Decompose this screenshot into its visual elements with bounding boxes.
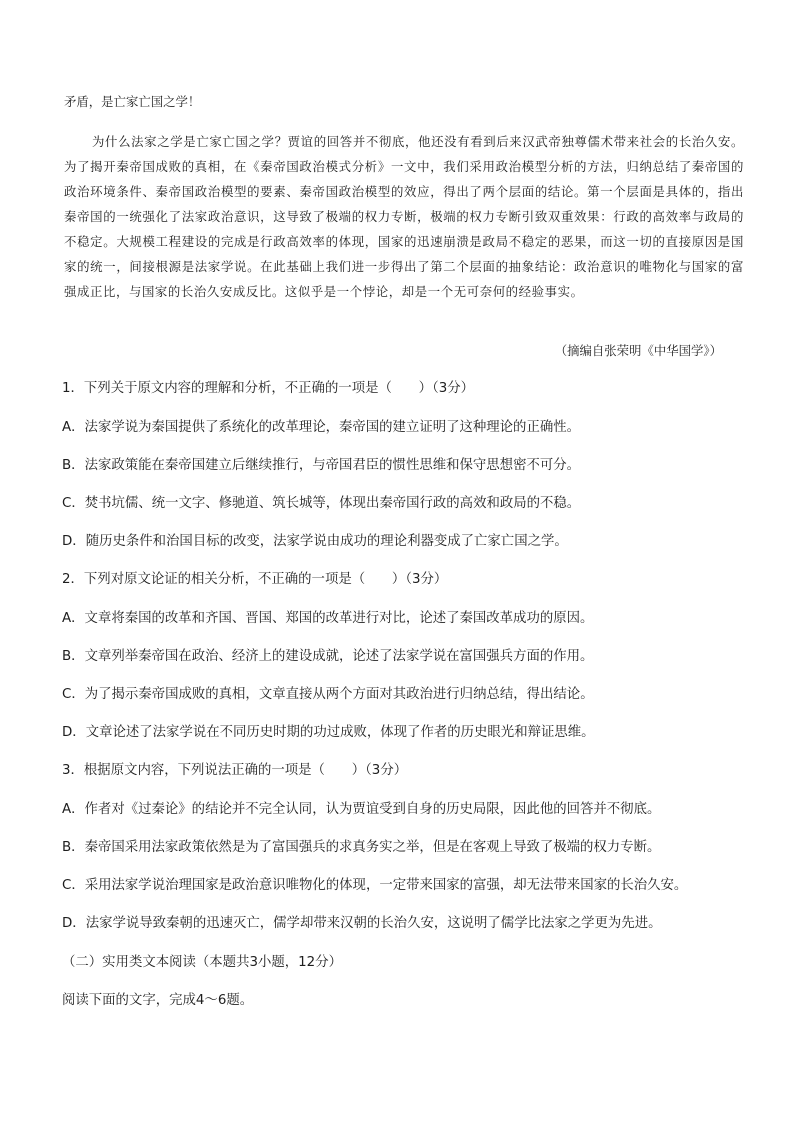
question-2-stem: 2．下列对原文论证的相关分析，不正确的一项是（ ）（3分） (62, 572, 448, 587)
question-3-option-d: D．法家学说导致秦朝的迅速灭亡，儒学却带来汉朝的长治久安，这说明了儒学比法家之学更为先进。 (62, 916, 662, 931)
passage-source: （摘编自张荣明《中华国学》） (554, 343, 722, 358)
question-1-option-b: B．法家政策能在秦帝国建立后继续推行，与帝国君臣的惯性思维和保守思想密不可分。 (62, 458, 581, 473)
question-1-option-d: D．随历史条件和治国目标的改变，法家学说由成功的理论利器变成了亡家亡国之学。 (62, 534, 568, 549)
question-2-option-a: A．文章将秦国的改革和齐国、晋国、郑国的改革进行对比，论述了秦国改革成功的原因。 (62, 611, 594, 626)
question-3-option-c: C．采用法家学说治理国家是政治意识唯物化的体现，一定带来国家的富强，却无法带来国家的长治久安。 (62, 878, 688, 893)
question-1-option-c: C．焚书坑儒、统一文字、修驰道、筑长城等，体现出秦帝国行政的高效和政局的不稳。 (62, 496, 581, 511)
question-2-option-c: C．为了揭示秦帝国成败的真相，文章直接从两个方面对其政治进行归纳总结，得出结论。 (62, 687, 594, 702)
section-instruction: 阅读下面的文字，完成4～6题。 (62, 993, 254, 1008)
question-3-option-b: B．秦帝国采用法家政策依然是为了富国强兵的求真务实之举，但是在客观上导致了极端的权力专断。 (62, 840, 661, 855)
question-2-option-b: B．文章列举秦帝国在政治、经济上的建设成就，论述了法家学说在富国强兵方面的作用。 (62, 649, 594, 664)
section-heading: （二）实用类文本阅读（本题共3小题，12分） (62, 955, 342, 970)
question-1-option-a: A．法家学说为秦国提供了系统化的改革理论，秦帝国的建立证明了这种理论的正确性。 (62, 420, 581, 435)
passage-paragraph: 为什么法家之学是亡家亡国之学？贾谊的回答并不彻底，他还没有看到后来汉武帝独尊儒术带来社会的长治久安。为了揭开秦帝国成败的真相，在《秦帝国政治模式分析》一文中，我们采用政治模型分析的方法，归纳总结了秦帝国的政治环境条件、秦帝国政治模型的要素、秦帝国政治模型的效应，得出了两个层面的结论。第一个层面是具体的，指出秦帝国的一统强化了法家政治意识，这导致了极端的权力专断，极端的权力专断引致双重效果：行政的高效率与政局的不稳定。大规模工程建设的完成是行政高效率的体现，国家的迅速崩溃是政局不稳定的恶果，而这一切的直接原因是国家的统一，间接根源是法家学说。在此基础上我们进一步得出了第二个层面的抽象结论：政治意识的唯物化与国家的富强成正比，与国家的长治久安成反比。这似乎是一个悖论，却是一个无可奈何的经验事实。 (64, 134, 744, 299)
passage-first-line: 矛盾，是亡家亡国之学！ (64, 94, 201, 109)
question-3-stem: 3．根据原文内容，下列说法正确的一项是（ ）（3分） (62, 763, 408, 778)
question-1-stem: 1．下列关于原文内容的理解和分析，不正确的一项是（ ）（3分） (62, 381, 475, 396)
question-2-option-d: D．文章论述了法家学说在不同历史时期的功过成败，体现了作者的历史眼光和辩证思维。 (62, 725, 595, 740)
question-3-option-a: A．作者对《过秦论》的结论并不完全认同，认为贾谊受到自身的历史局限，因此他的回答并不彻底。 (62, 802, 661, 817)
